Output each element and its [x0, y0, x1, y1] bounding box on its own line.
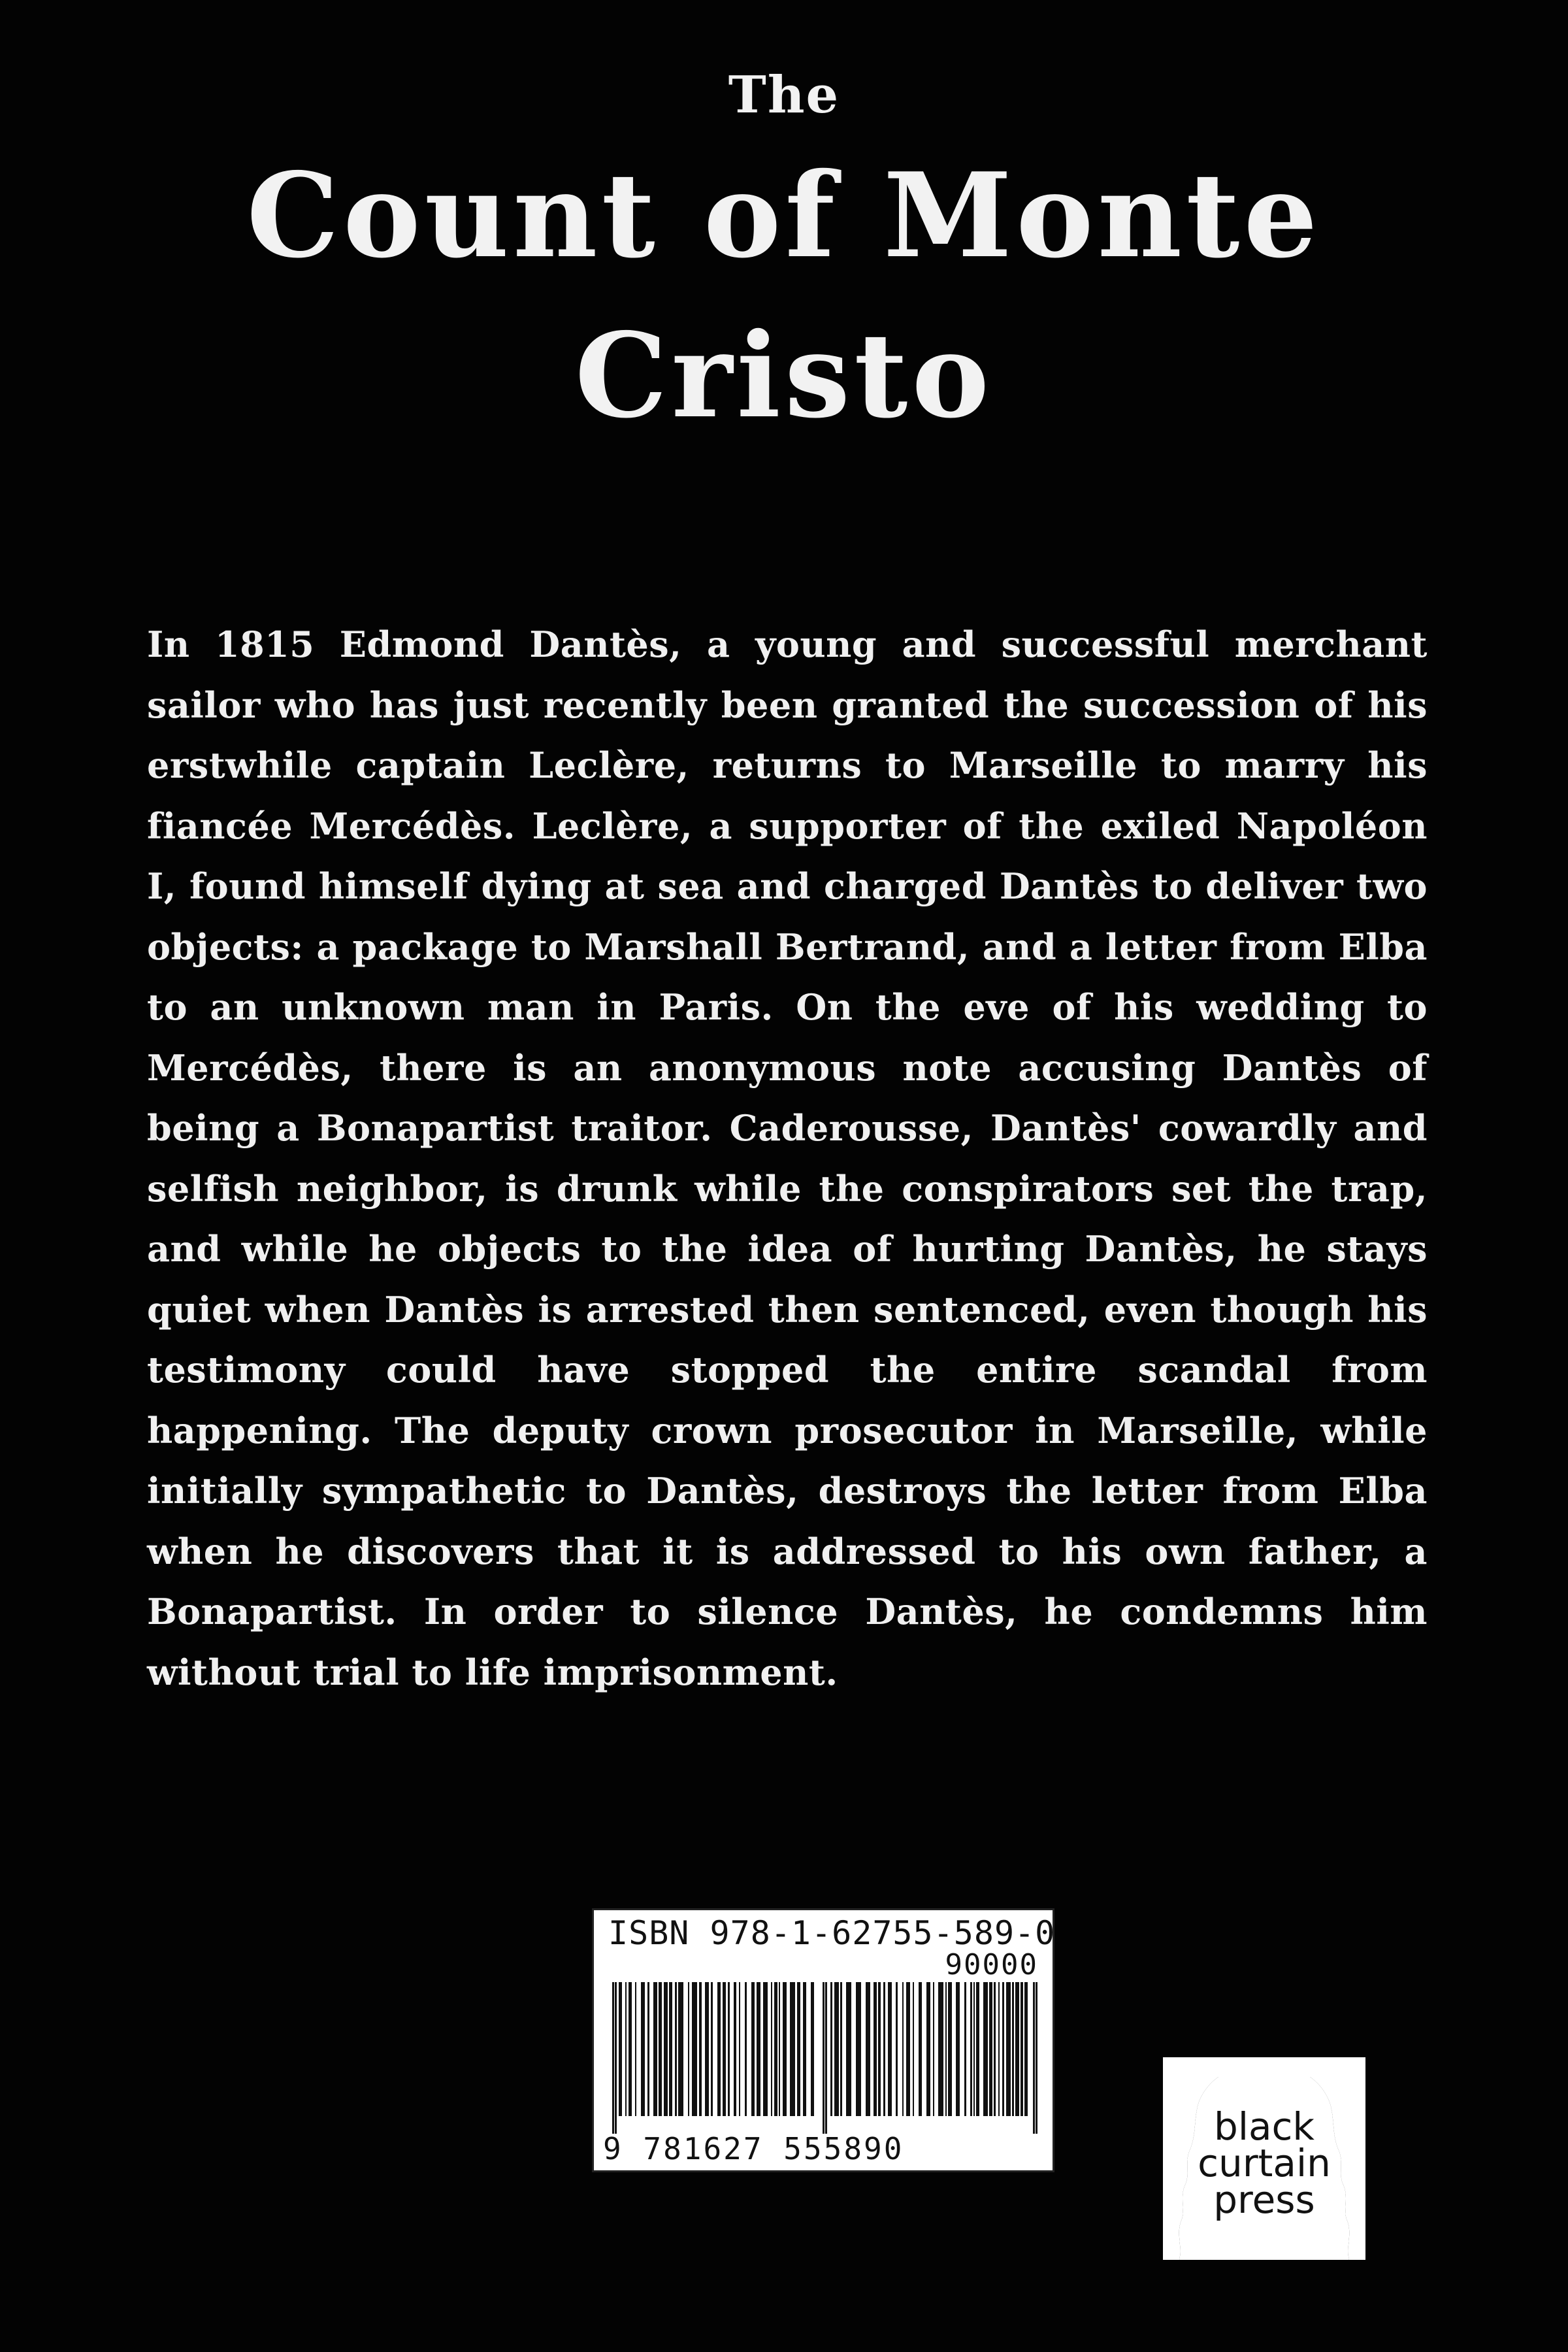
title-prefix: The — [728, 65, 840, 125]
title-line-1: Count of Monte — [246, 147, 1322, 284]
title-line-2: Cristo — [574, 307, 994, 444]
synopsis-text: In 1815 Edmond Dantès, a young and successful merchant sailor who has just recently been granted the succession of his erstwhile captain Leclère, returns to Marseille to marry his fiancée Mercédès. Leclère, a supporter of the exiled Napoléon I, found himself dying at sea and charged Dantès to deliver two objects: a package to Marshall Bertrand, and a letter from Elba to an unknown man in Paris. On the eve of his wedding to Mercédès, there is an anonymous note accusing Dantès of being a Bonapartist traitor. Caderousse, Dantès' cowardly and selfish neighbor, is drunk while the conspirators set the trap, and while he objects to the idea of hurting Dantès, he stays quiet when Dantès is arrested then sentenced, even though his testimony could have stopped the entire scandal from happening. The deputy crown prosecutor in Marseille, while initially sympathetic to Dantès, destroys the letter from Elba when he discovers that it is addressed to his own father, a Bonapartist. In order to silence Dantès, he condemns him without trial to life imprisonment. — [147, 623, 1428, 1693]
isbn-label: ISBN 978-1-62755-589-0 — [608, 1914, 1056, 1952]
barcode-number: 9 781627 555890 — [603, 2131, 904, 2166]
publisher-logo — [1163, 2057, 1365, 2260]
barcode-bars — [612, 1982, 1038, 2134]
publisher-name-line-1: black — [1214, 2104, 1315, 2149]
price-code: 90000 — [945, 1948, 1038, 1981]
publisher-name-line-3: press — [1213, 2178, 1315, 2222]
isbn-barcode — [592, 1908, 1054, 2172]
publisher-name-line-2: curtain — [1198, 2141, 1331, 2185]
